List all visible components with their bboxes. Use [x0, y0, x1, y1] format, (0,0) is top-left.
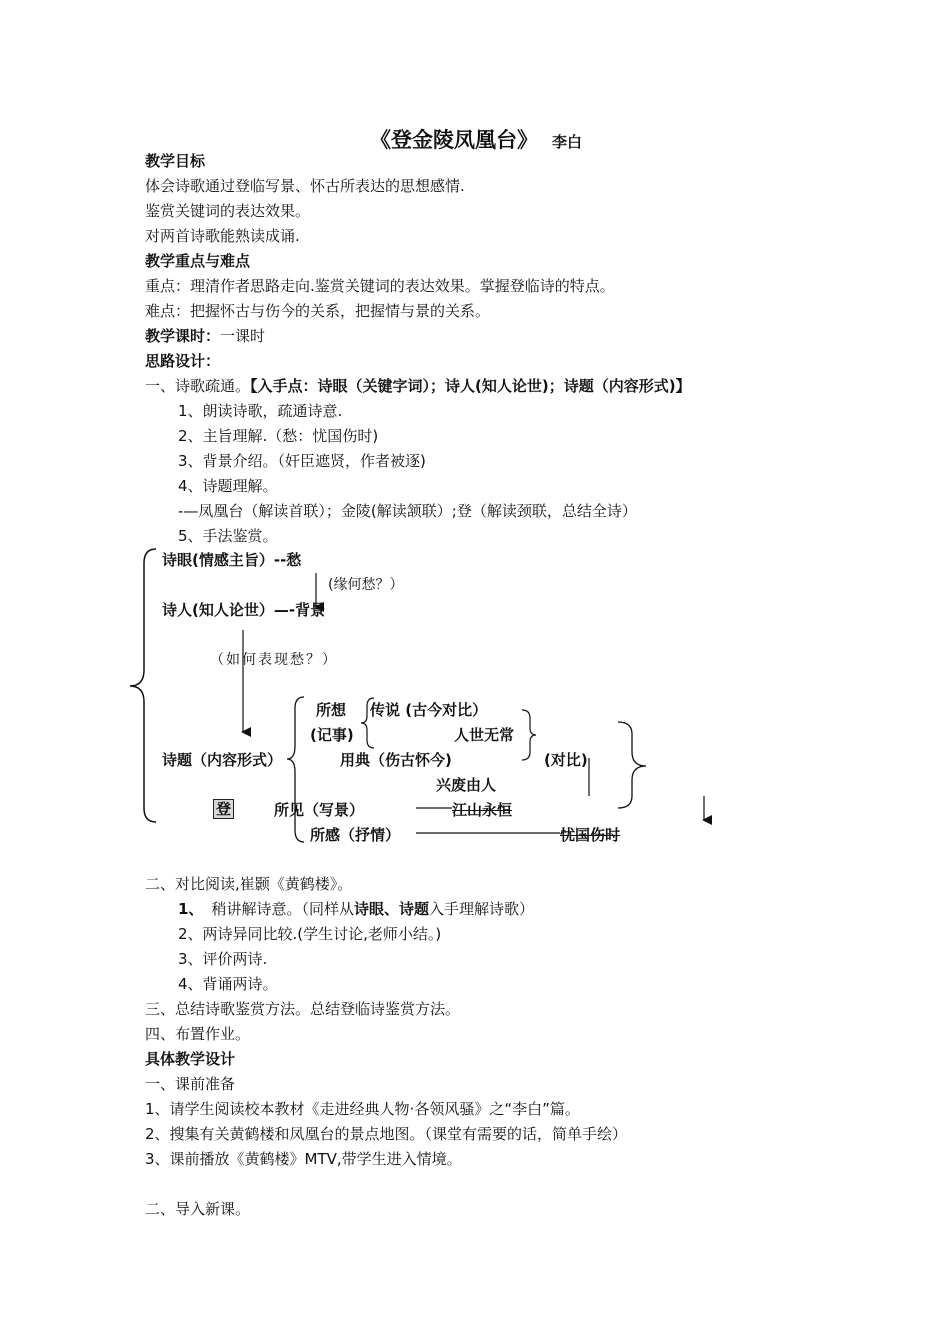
prep-item: 1、请学生阅读校本教材《走进经典人物·各领风骚》之“李白”篇。 — [145, 1100, 580, 1118]
goals-heading: 教学目标 — [145, 152, 206, 170]
contrast-label: (对比) — [544, 751, 588, 769]
thought-label: 所想 — [316, 701, 347, 719]
part1-step: 3、背景介绍。（奸臣遮贤，作者被逐) — [178, 452, 426, 470]
part1-step: 5、手法鉴赏。 — [178, 527, 278, 545]
part2-item: 4、背诵两诗。 — [178, 975, 278, 993]
impermanence-brace — [522, 710, 536, 760]
part1-entry-points: 【入手点：诗眼（关键字词）；诗人(知人论世)；诗题（内容形式)】 — [250, 377, 691, 395]
part1-step: 2、主旨理解.（愁：忧国伤时) — [178, 427, 379, 445]
part2-item1-num: 1、 — [178, 900, 204, 918]
design-heading: 思路设计： — [145, 352, 221, 370]
difficulty-text: 难点：把握怀古与伤今的关系，把握情与景的关系。 — [145, 302, 491, 320]
goal-item: 对两首诗歌能熟读成诵. — [145, 227, 300, 245]
concern-label: 忧国伤时 — [560, 826, 621, 844]
right-brace — [618, 722, 646, 808]
title-brace — [287, 697, 304, 842]
record-label: (记事) — [310, 726, 354, 744]
part1-step: 4、诗题理解。 — [178, 477, 278, 495]
poem-eye-label: 诗眼(情感主旨）--愁 — [162, 551, 302, 569]
part3-heading: 三、总结诗歌鉴赏方法。总结登临诗鉴赏方法。 — [145, 1000, 461, 1018]
impermanence-label: 人世无常 — [454, 726, 515, 744]
part2-heading: 二、对比阅读,崔颢《黄鹤楼》。 — [145, 875, 353, 893]
poem-title: 《登金陵凤凰台》 — [370, 128, 538, 152]
legend-label: 传说 (古今对比） — [370, 701, 488, 719]
part2-item1-a: 稍讲解诗意。（同样从 — [211, 900, 354, 918]
left-brace — [130, 549, 156, 822]
part2-item: 3、评价两诗. — [178, 950, 268, 968]
part4-heading: 四、布置作业。 — [145, 1025, 251, 1043]
mountains-label: 江山永恒 — [452, 801, 513, 819]
specific-heading: 具体教学设计 — [145, 1050, 236, 1068]
prep-item: 2、搜集有关黄鹤楼和凤凰台的景点地图。（课堂有需要的话，简单手绘） — [145, 1125, 628, 1143]
prep-heading: 一、课前准备 — [145, 1075, 236, 1093]
focus-text: 重点：理清作者思路走向.鉴赏关键词的表达效果。掌握登临诗的特点。 — [145, 277, 615, 295]
part2-item1-b: 诗眼、诗题 — [353, 900, 429, 918]
goal-item: 体会诗歌通过登临写景、怀古所表达的思想感情. — [145, 177, 465, 195]
goal-item: 鉴赏关键词的表达效果。 — [145, 202, 311, 220]
prep-item: 3、课前播放《黄鹤楼》MTV,带学生进入情境。 — [145, 1150, 462, 1168]
rise-fall-label: 兴废由人 — [436, 776, 497, 794]
felt-label: 所感（抒情） — [310, 826, 401, 844]
part1-step: -—凤凰台（解读首联）；金陵(解读颔联）;登（解读颈联，总结全诗） — [178, 502, 637, 520]
part2-item — [178, 899, 534, 919]
keypoints-heading: 教学重点与难点 — [145, 252, 251, 270]
poem-author: 李白 — [552, 133, 583, 151]
poem-title-label: 诗题（内容形式） — [162, 751, 283, 769]
how-sorrow-label: （如何表现愁？） — [210, 652, 338, 668]
part1-heading-plain: 一、诗歌疏通。 — [145, 377, 251, 395]
ascend-label: 登 — [213, 799, 234, 819]
part2-item1-c: 入手理解诗歌） — [428, 900, 534, 918]
why-sorrow-label: (缘何愁？） — [328, 577, 404, 593]
intro-heading: 二、导入新课。 — [145, 1200, 251, 1218]
poet-label: 诗人(知人论世）—-背景 — [162, 601, 326, 619]
part1-step: 1、朗读诗歌，疏通诗意. — [178, 402, 343, 420]
ascend-box — [213, 799, 234, 819]
class-hours-label: 教学课时： — [145, 327, 221, 345]
part2-item: 2、两诗异同比较.(学生讨论,老师小结。) — [178, 925, 442, 943]
allusion-label: 用典（伤古怀今) — [340, 751, 452, 769]
seen-label: 所见（写景） — [274, 801, 365, 819]
class-hours-value: 一课时 — [220, 327, 266, 345]
